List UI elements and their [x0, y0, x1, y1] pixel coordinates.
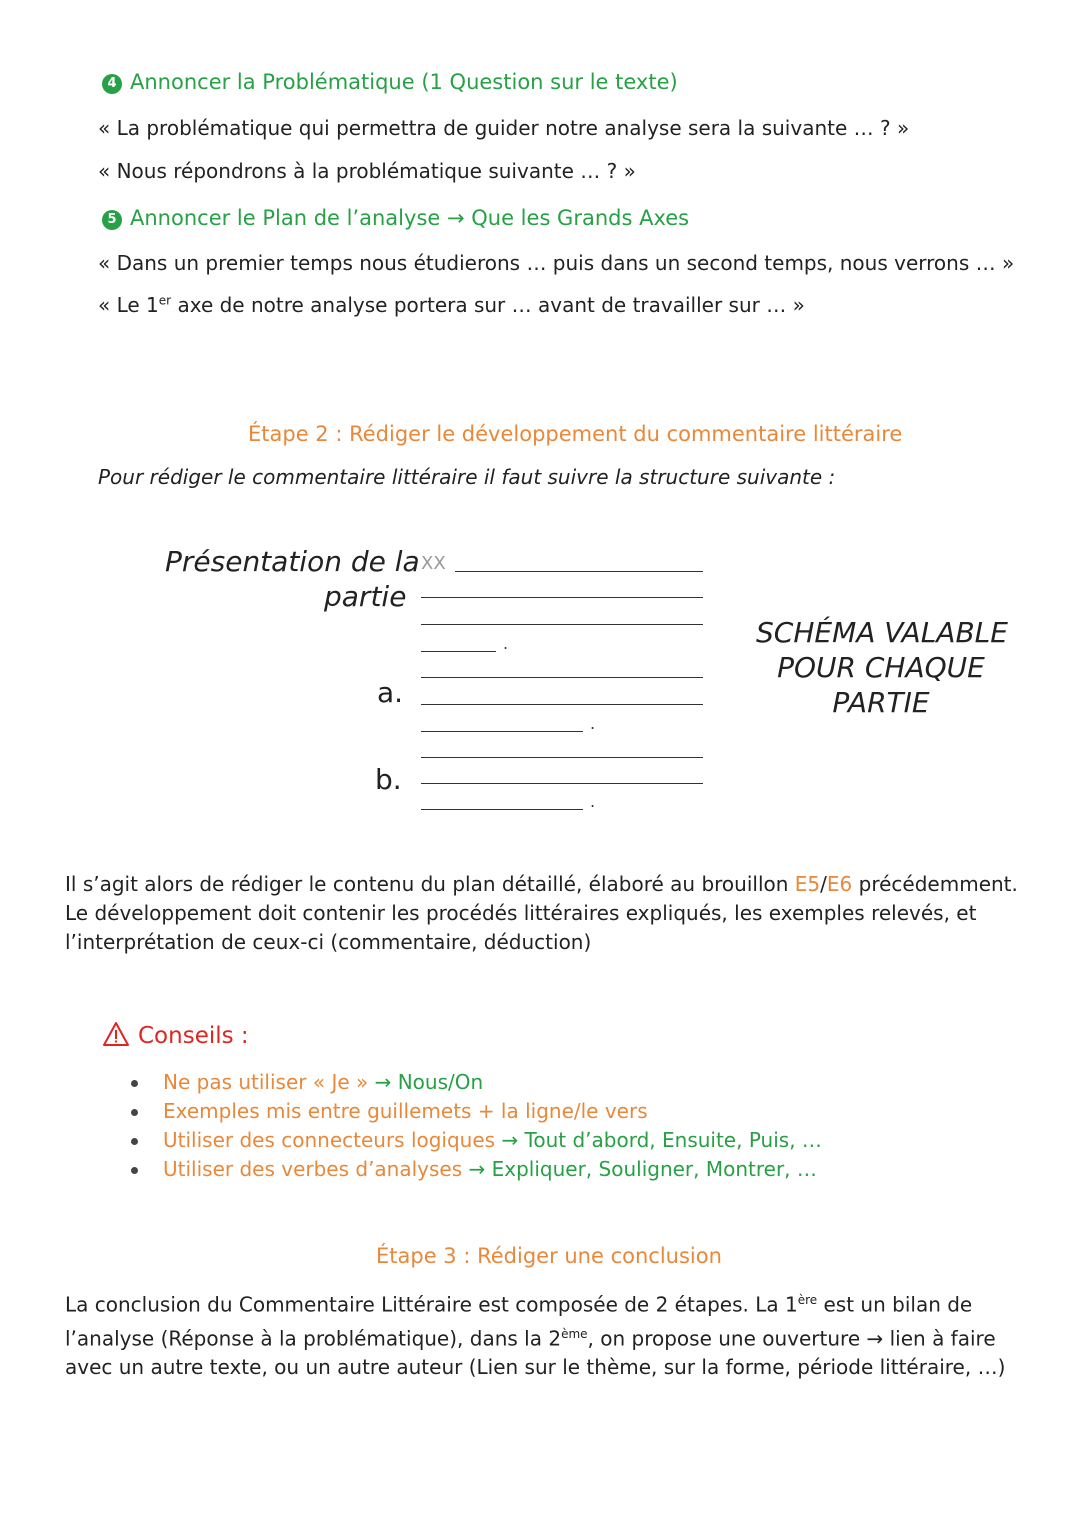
schema-line — [455, 571, 703, 572]
conseil-text: Ne pas utiliser « Je » — [163, 1070, 375, 1094]
schema-line — [421, 677, 703, 678]
development-paragraph — [65, 870, 1055, 957]
list-item — [101, 1155, 1001, 1184]
schema-line — [421, 783, 703, 784]
schema-label-a: a. — [377, 676, 404, 709]
e5-ref: E5 — [794, 872, 821, 896]
development-text: Il s’agit alors de rédiger le contenu du plan détaillé, élaboré au brouillon — [65, 872, 795, 896]
schema-line — [421, 809, 583, 810]
e6-ref: E6 — [826, 872, 853, 896]
step5-line2-start: « Le 1 — [98, 293, 159, 317]
schema-dot: . — [590, 792, 596, 811]
step4-heading — [102, 70, 678, 94]
conseils-title: Conseils : — [138, 1023, 249, 1049]
conseils-heading — [102, 1021, 249, 1053]
schema-line — [421, 731, 583, 732]
conseil-example: → Expliquer, Souligner, Montrer, … — [468, 1157, 817, 1181]
schema-line — [421, 757, 703, 758]
step4-line2: « Nous répondrons à la problématique suivante … ? » — [98, 159, 636, 183]
schema-xx: XX — [421, 553, 446, 574]
conclusion-text: , on propose une ouverture → lien à faire — [587, 1326, 996, 1351]
development-slash: / — [820, 872, 827, 896]
schema-dot: . — [590, 714, 596, 733]
step5-heading — [102, 206, 689, 230]
schema-note-line1: SCHÉMA VALABLE — [756, 616, 1008, 649]
step5-line1: « Dans un premier temps nous étudierons … puis dans un second temps, nous verrons … » — [98, 251, 1015, 275]
step5-number-badge: 5 — [102, 210, 122, 230]
schema-presentation-line1: Présentation de la — [165, 545, 420, 578]
step5-line2-end: axe de notre analyse portera sur … avant de travailler sur … » — [171, 293, 805, 317]
development-line1 — [65, 870, 1055, 899]
conseil-example: → Nous/On — [374, 1070, 484, 1094]
conseils-list — [101, 1068, 1001, 1184]
etape3-title: Étape 3 : Rédiger une conclusion — [376, 1244, 722, 1268]
list-item — [101, 1097, 1001, 1126]
development-line3: l’interprétation de ceux-ci (commentaire, déduction) — [65, 930, 592, 954]
schema-presentation-line2: partie — [324, 580, 407, 613]
step4-line1: « La problématique qui permettra de guider notre analyse sera la suivante … ? » — [98, 116, 910, 140]
schema-line — [421, 704, 703, 705]
conclusion-line1 — [65, 1286, 1055, 1320]
warning-icon — [102, 1021, 130, 1053]
conclusion-sup: ème — [561, 1326, 588, 1341]
conclusion-paragraph — [65, 1286, 1055, 1382]
step5-title: Annoncer le Plan de l’analyse → Que les Grands Axes — [130, 206, 690, 230]
step5-line2-sup: er — [158, 293, 172, 308]
step5-line2 — [98, 293, 805, 317]
conseil-text: Exemples mis entre guillemets + la ligne/le vers — [163, 1099, 648, 1123]
etape2-intro: Pour rédiger le commentaire littéraire il faut suivre la structure suivante : — [98, 465, 836, 489]
list-item — [101, 1068, 1001, 1097]
conclusion-line3: avec un autre texte, ou un autre auteur (Lien sur le thème, sur la forme, période littéraire, …) — [65, 1355, 1006, 1380]
conclusion-text: l’analyse (Réponse à la problématique), dans la 2 — [65, 1326, 562, 1351]
step4-title: Annoncer la Problématique (1 Question sur le texte) — [130, 70, 678, 94]
list-item — [101, 1126, 1001, 1155]
schema-line — [421, 624, 703, 625]
step4-number-badge: 4 — [102, 74, 122, 94]
conclusion-line2 — [65, 1320, 1055, 1354]
conseil-text: Utiliser des verbes d’analyses — [163, 1157, 469, 1181]
etape2-title: Étape 2 : Rédiger le développement du commentaire littéraire — [248, 422, 903, 446]
development-text-end: précédemment. — [852, 872, 1018, 896]
development-line2: Le développement doit contenir les procédés littéraires expliqués, les exemples relevés, et — [65, 901, 977, 925]
conclusion-sup: ère — [797, 1293, 818, 1307]
schema-line — [421, 651, 496, 652]
conclusion-text: La conclusion du Commentaire Littéraire est composée de 2 étapes. La 1 — [65, 1292, 798, 1317]
schema-note-line3: PARTIE — [832, 686, 930, 719]
schema-label-b: b. — [375, 763, 402, 796]
conseil-example: → Tout d’abord, Ensuite, Puis, … — [501, 1128, 822, 1152]
schema-dot: . — [503, 634, 509, 653]
schema-note-line2: POUR CHAQUE — [777, 651, 985, 684]
conseil-text: Utiliser des connecteurs logiques — [163, 1128, 502, 1152]
conclusion-text: est un bilan de — [817, 1292, 973, 1317]
schema-line — [421, 597, 703, 598]
